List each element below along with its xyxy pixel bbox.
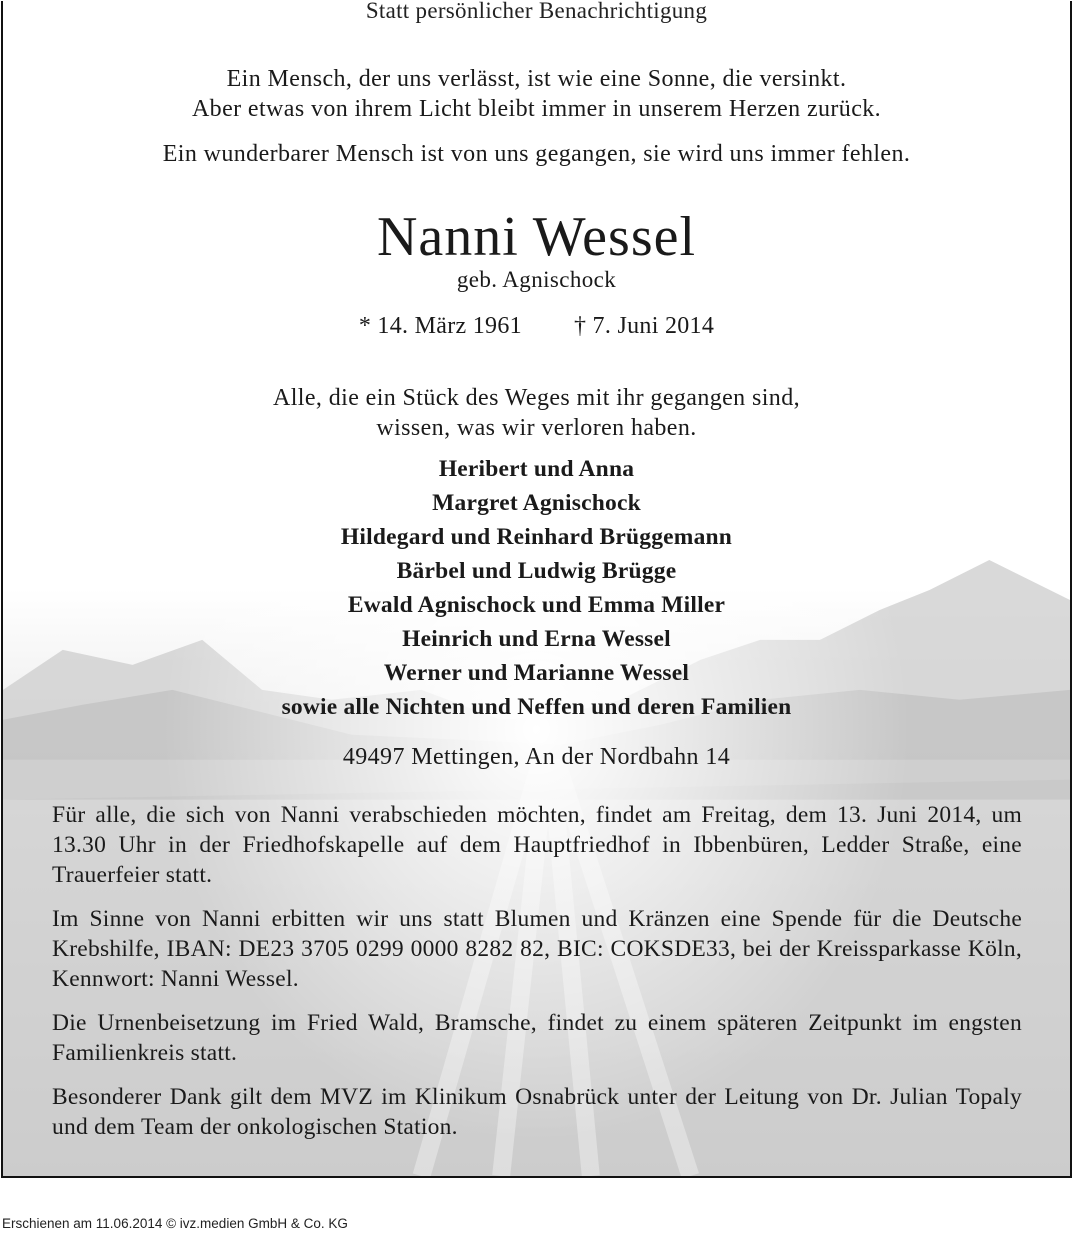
intro-line: Ein Mensch, der uns verlässt, ist wie eine Sonne, die versinkt. [226, 66, 847, 92]
burial-paragraph: Die Urnenbeisetzung im Fried Wald, Bramsche, findet zu einem späteren Zeitpunkt im engsten Familienkreis statt. [52, 1010, 1022, 1066]
mourner-entry: Margret Agnischock [432, 490, 641, 516]
quote-verse [3, 383, 1070, 443]
mourner-entry: Ewald Agnischock und Emma Miller [347, 592, 726, 618]
mourner-entry: sowie alle Nichten und Neffen und deren Familien [281, 694, 792, 720]
family-address: 49497 Mettingen, An der Nordbahn 14 [342, 744, 731, 770]
thanks-paragraph: Besonderer Dank gilt dem MVZ im Klinikum Osnabrück unter der Leitung von Dr. Julian Topaly und dem Team der onkologischen Station. [52, 1084, 1022, 1140]
birth-date: * 14. März 1961 [358, 313, 522, 339]
death-date: † 7. Juni 2014 [573, 313, 715, 339]
mourner-entry: Bärbel und Ludwig Brügge [396, 558, 677, 584]
intro-line: Aber etwas von ihrem Licht bleibt immer in unserem Herzen zurück. [191, 96, 882, 122]
donation-paragraph: Im Sinne von Nanni erbitten wir uns statt Blumen und Kränzen eine Spende für die Deutsche Krebshilfe, IBAN: DE23 3705 0299 0000 8282 82, BIC: COKSDE33, bei der Kreissparkasse Köln, Kennwort: Nanni Wessel. [52, 906, 1022, 992]
funeral-info-paragraph: Für alle, die sich von Nanni verabschieden möchten, findet am Freitag, dem 13. Juni 2014, um 13.30 Uhr in der Friedhofskapelle auf dem Hauptfriedhof in Ibbenbüren, Ledder Straße, eine Trauerfeier statt. [52, 802, 1022, 888]
intro-sentence: Ein wunderbarer Mensch ist von uns gegangen, sie wird uns immer fehlen. [162, 141, 911, 167]
publication-footer: Erschienen am 11.06.2014 © ivz.medien GmbH & Co. KG [2, 1216, 348, 1231]
mourner-entry: Werner und Marianne Wessel [383, 660, 690, 686]
deceased-name: Nanni Wessel [376, 206, 697, 268]
life-dates [3, 313, 1070, 340]
obituary-frame [1, 1, 1072, 1178]
quote-line: Alle, die ein Stück des Weges mit ihr gegangen sind, [273, 385, 800, 411]
intro-verse [3, 64, 1070, 124]
mourner-entry: Heribert und Anna [438, 456, 635, 482]
deceased-born-name: geb. Agnischock [456, 267, 617, 292]
mourner-entry: Heinrich und Erna Wessel [402, 626, 671, 652]
notice-paragraphs [52, 800, 1022, 1156]
quote-line: wissen, was wir verloren haben. [376, 415, 697, 441]
mourner-entry: Hildegard und Reinhard Brüggemann [340, 524, 733, 550]
mourners-list [3, 452, 1070, 724]
header-notice: Statt persönlicher Benachrichtigung [365, 1, 708, 23]
